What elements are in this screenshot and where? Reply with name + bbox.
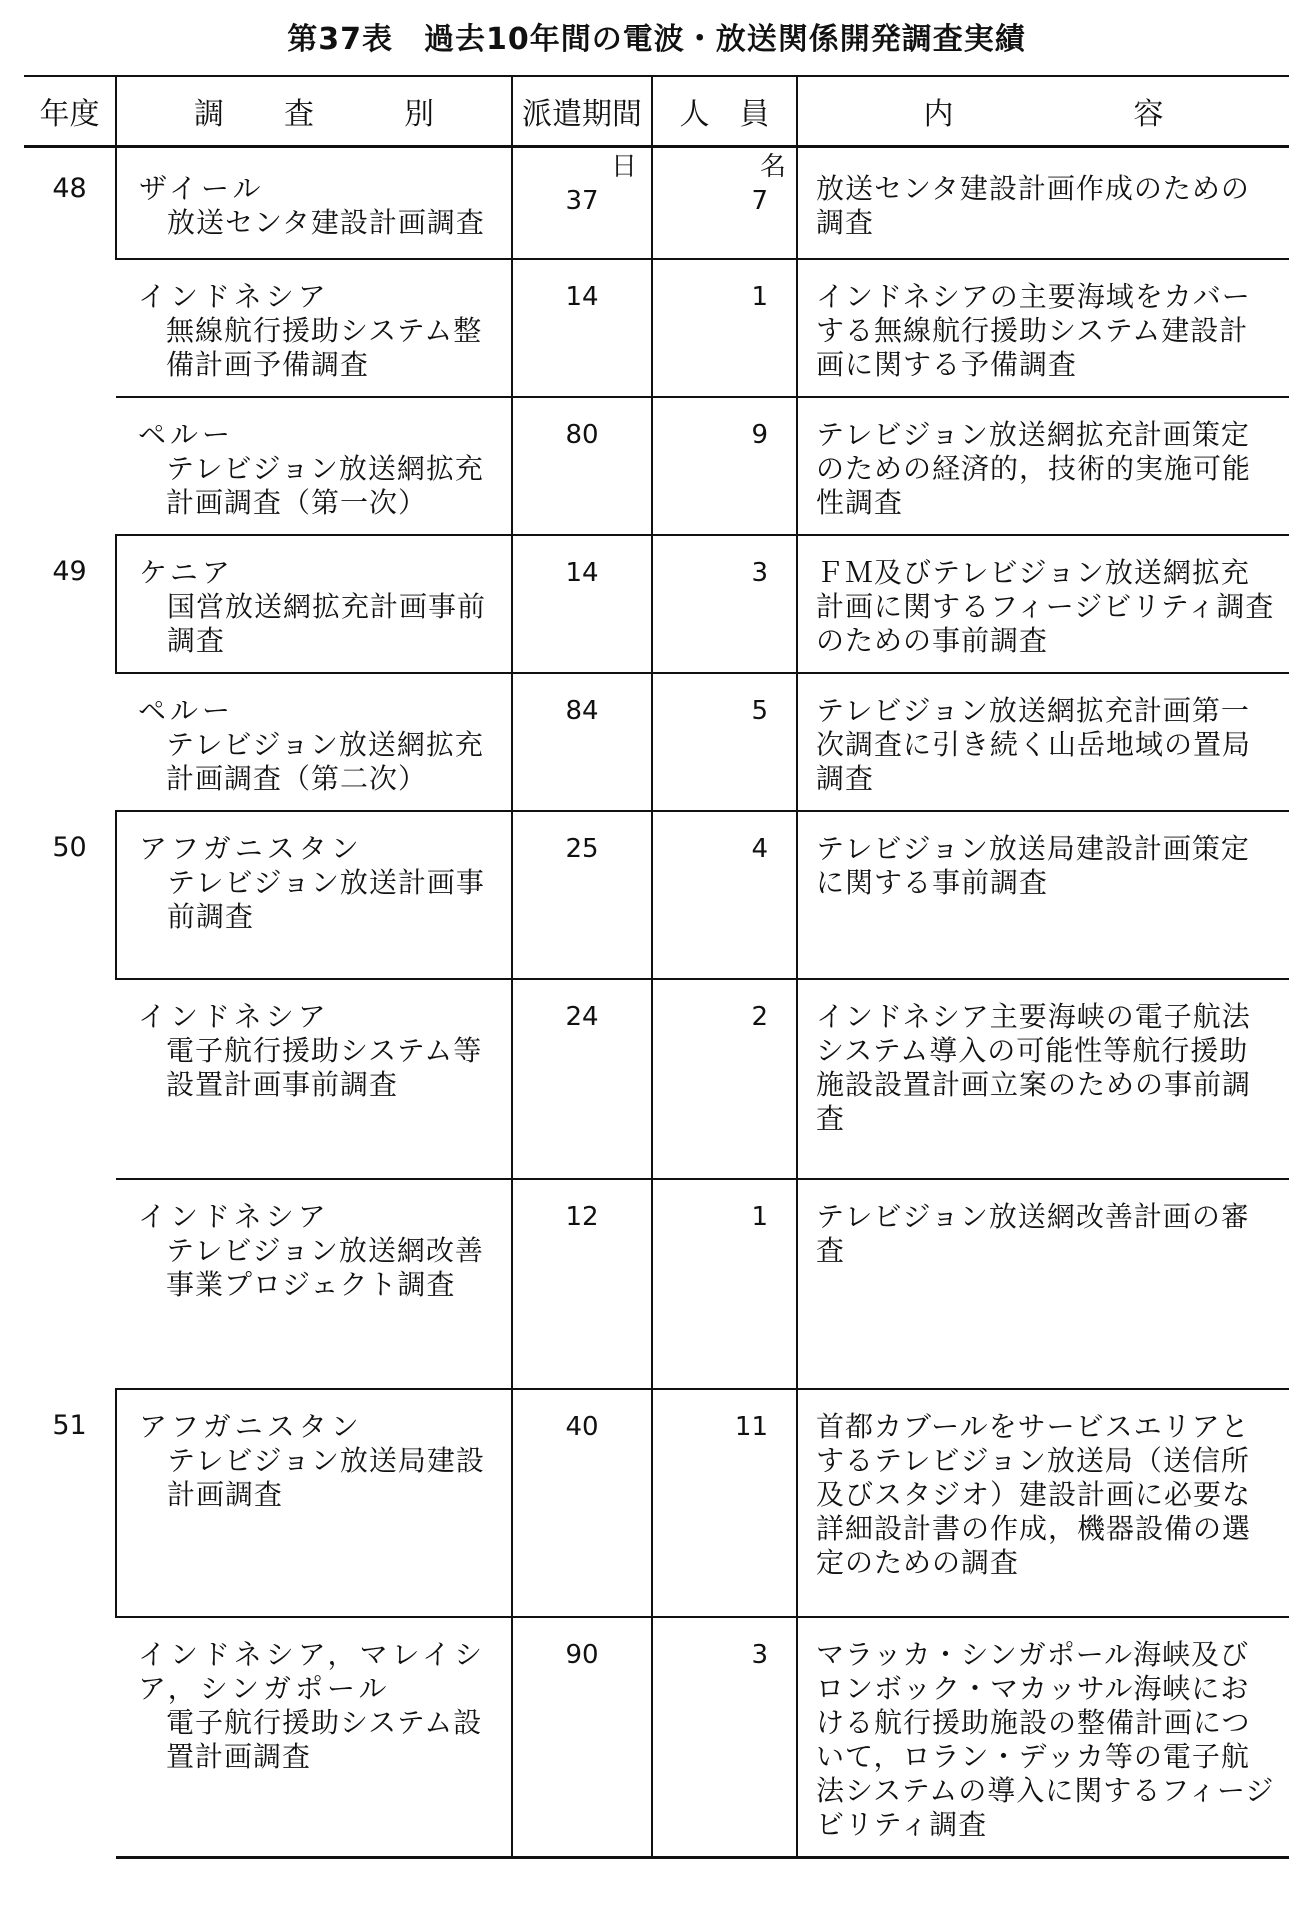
table-row [24,1617,1289,1858]
header-year: 年度 [24,76,116,147]
header-period: 派遣期間 [512,76,652,147]
survey-name: テレビジョン放送網改善事業プロジェクト調査 [166,1233,484,1301]
survey-cell [116,811,512,979]
content-cell: テレビジョン放送局建設計画策定に関する事前調査 [797,811,1289,979]
header-content: 内 容 [797,76,1289,147]
period-cell: 14 [512,535,652,673]
persons-cell [652,147,797,259]
country-name: ケニア [139,555,234,589]
year-cell: 50 [52,831,87,863]
table-row [24,1179,1289,1389]
country-name: ペルー [138,417,235,451]
survey-cell [116,535,512,673]
table-row [24,673,1289,811]
survey-name: テレビジョン放送網拡充計画調査（第一次） [166,451,484,519]
table-row [24,1389,1289,1617]
content-cell: インドネシアの主要海域をカバーする無線航行援助システム建設計画に関する予備調査 [797,259,1289,397]
persons-cell: 5 [652,673,797,811]
survey-cell [116,1617,512,1858]
country-name: アフガニスタン [139,831,363,865]
period-cell: 12 [512,1179,652,1389]
year-cell: 51 [52,1409,87,1441]
persons-cell: 3 [652,535,797,673]
survey-name: 放送センタ建設計画調査 [167,206,485,239]
content-cell: 放送センタ建設計画作成のための調査 [797,147,1289,259]
content-cell: マラッカ・シンガポール海峡及びロンボック・マカッサル海峡における航行援助施設の整備計画について，ロラン・デッカ等の電子航法システムの導入に関するフィージビリティ調査 [797,1617,1289,1858]
period-cell: 90 [512,1617,652,1858]
country-name: インドネシア [138,279,330,313]
period-cell: 80 [512,397,652,535]
period-cell: 25 [512,811,652,979]
persons-cell: 11 [652,1389,797,1617]
survey-cell [116,673,512,811]
year-cell: 48 [52,173,87,204]
country-name: インドネシア [138,999,330,1033]
table-row [24,811,1289,979]
survey-name: 無線航行援助システム整備計画予備調査 [166,313,483,381]
survey-cell [116,147,512,259]
persons-cell: 4 [652,811,797,979]
survey-name: 国営放送網拡充計画事前調査 [167,589,487,657]
persons-cell: 2 [652,979,797,1179]
country-name: ペルー [138,693,235,727]
content-cell: 首都カブールをサービスエリアとするテレビジョン放送局（送信所及びスタジオ）建設計画に必要な詳細設計書の作成，機器設備の選定のための調査 [797,1389,1289,1617]
period-unit: 日 [610,152,637,182]
survey-name: テレビジョン放送網拡充計画調査（第二次） [166,727,484,795]
period-cell: 40 [512,1389,652,1617]
table-row [24,397,1289,535]
survey-cell [116,1179,512,1389]
period-cell [512,147,652,259]
survey-cell [116,1389,512,1617]
survey-name: テレビジョン放送計画事前調査 [167,865,485,933]
table-row [24,979,1289,1179]
period-value: 37 [565,186,599,216]
content-cell: インドネシア主要海峡の電子航法システム導入の可能性等航行援助施設設置計画立案のための事前調査 [797,979,1289,1179]
persons-unit: 名 [759,152,786,182]
content-cell: テレビジョン放送網拡充計画第一次調査に引き続く山岳地域の置局調査 [797,673,1289,811]
survey-cell [116,397,512,535]
content-cell: テレビジョン放送網改善計画の審査 [797,1179,1289,1389]
header-survey: 調 査 別 [116,76,512,147]
persons-value: 7 [751,186,768,216]
table-row [24,147,1289,259]
survey-cell [116,259,512,397]
persons-cell: 3 [652,1617,797,1858]
survey-cell [116,979,512,1179]
content-cell: ＦＭ及びテレビジョン放送網拡充計画に関するフィージビリティ調査のための事前調査 [797,535,1289,673]
table-row [24,259,1289,397]
country-name: インドネシア，マレイシア，シンガポール [138,1637,487,1705]
persons-cell: 1 [652,1179,797,1389]
content-cell: テレビジョン放送網拡充計画策定のための経済的，技術的実施可能性調査 [797,397,1289,535]
survey-name: テレビジョン放送局建設計画調査 [167,1443,485,1511]
persons-cell: 1 [652,259,797,397]
header-row [24,76,1289,147]
survey-name: 電子航行援助システム等設置計画事前調査 [166,1033,483,1101]
country-name: ザイール [139,172,265,205]
period-cell: 24 [512,979,652,1179]
country-name: インドネシア [138,1199,330,1233]
year-cell: 49 [52,555,87,587]
table-row [24,535,1289,673]
persons-cell: 9 [652,397,797,535]
country-name: アフガニスタン [139,1409,363,1443]
survey-name: 電子航行援助システム設置計画調査 [166,1705,483,1773]
survey-results-table [24,75,1289,1859]
period-cell: 84 [512,673,652,811]
period-cell: 14 [512,259,652,397]
header-persons: 人 員 [652,76,797,147]
table-title: 第37表 過去10年間の電波・放送関係開発調査実績 [287,22,1026,57]
